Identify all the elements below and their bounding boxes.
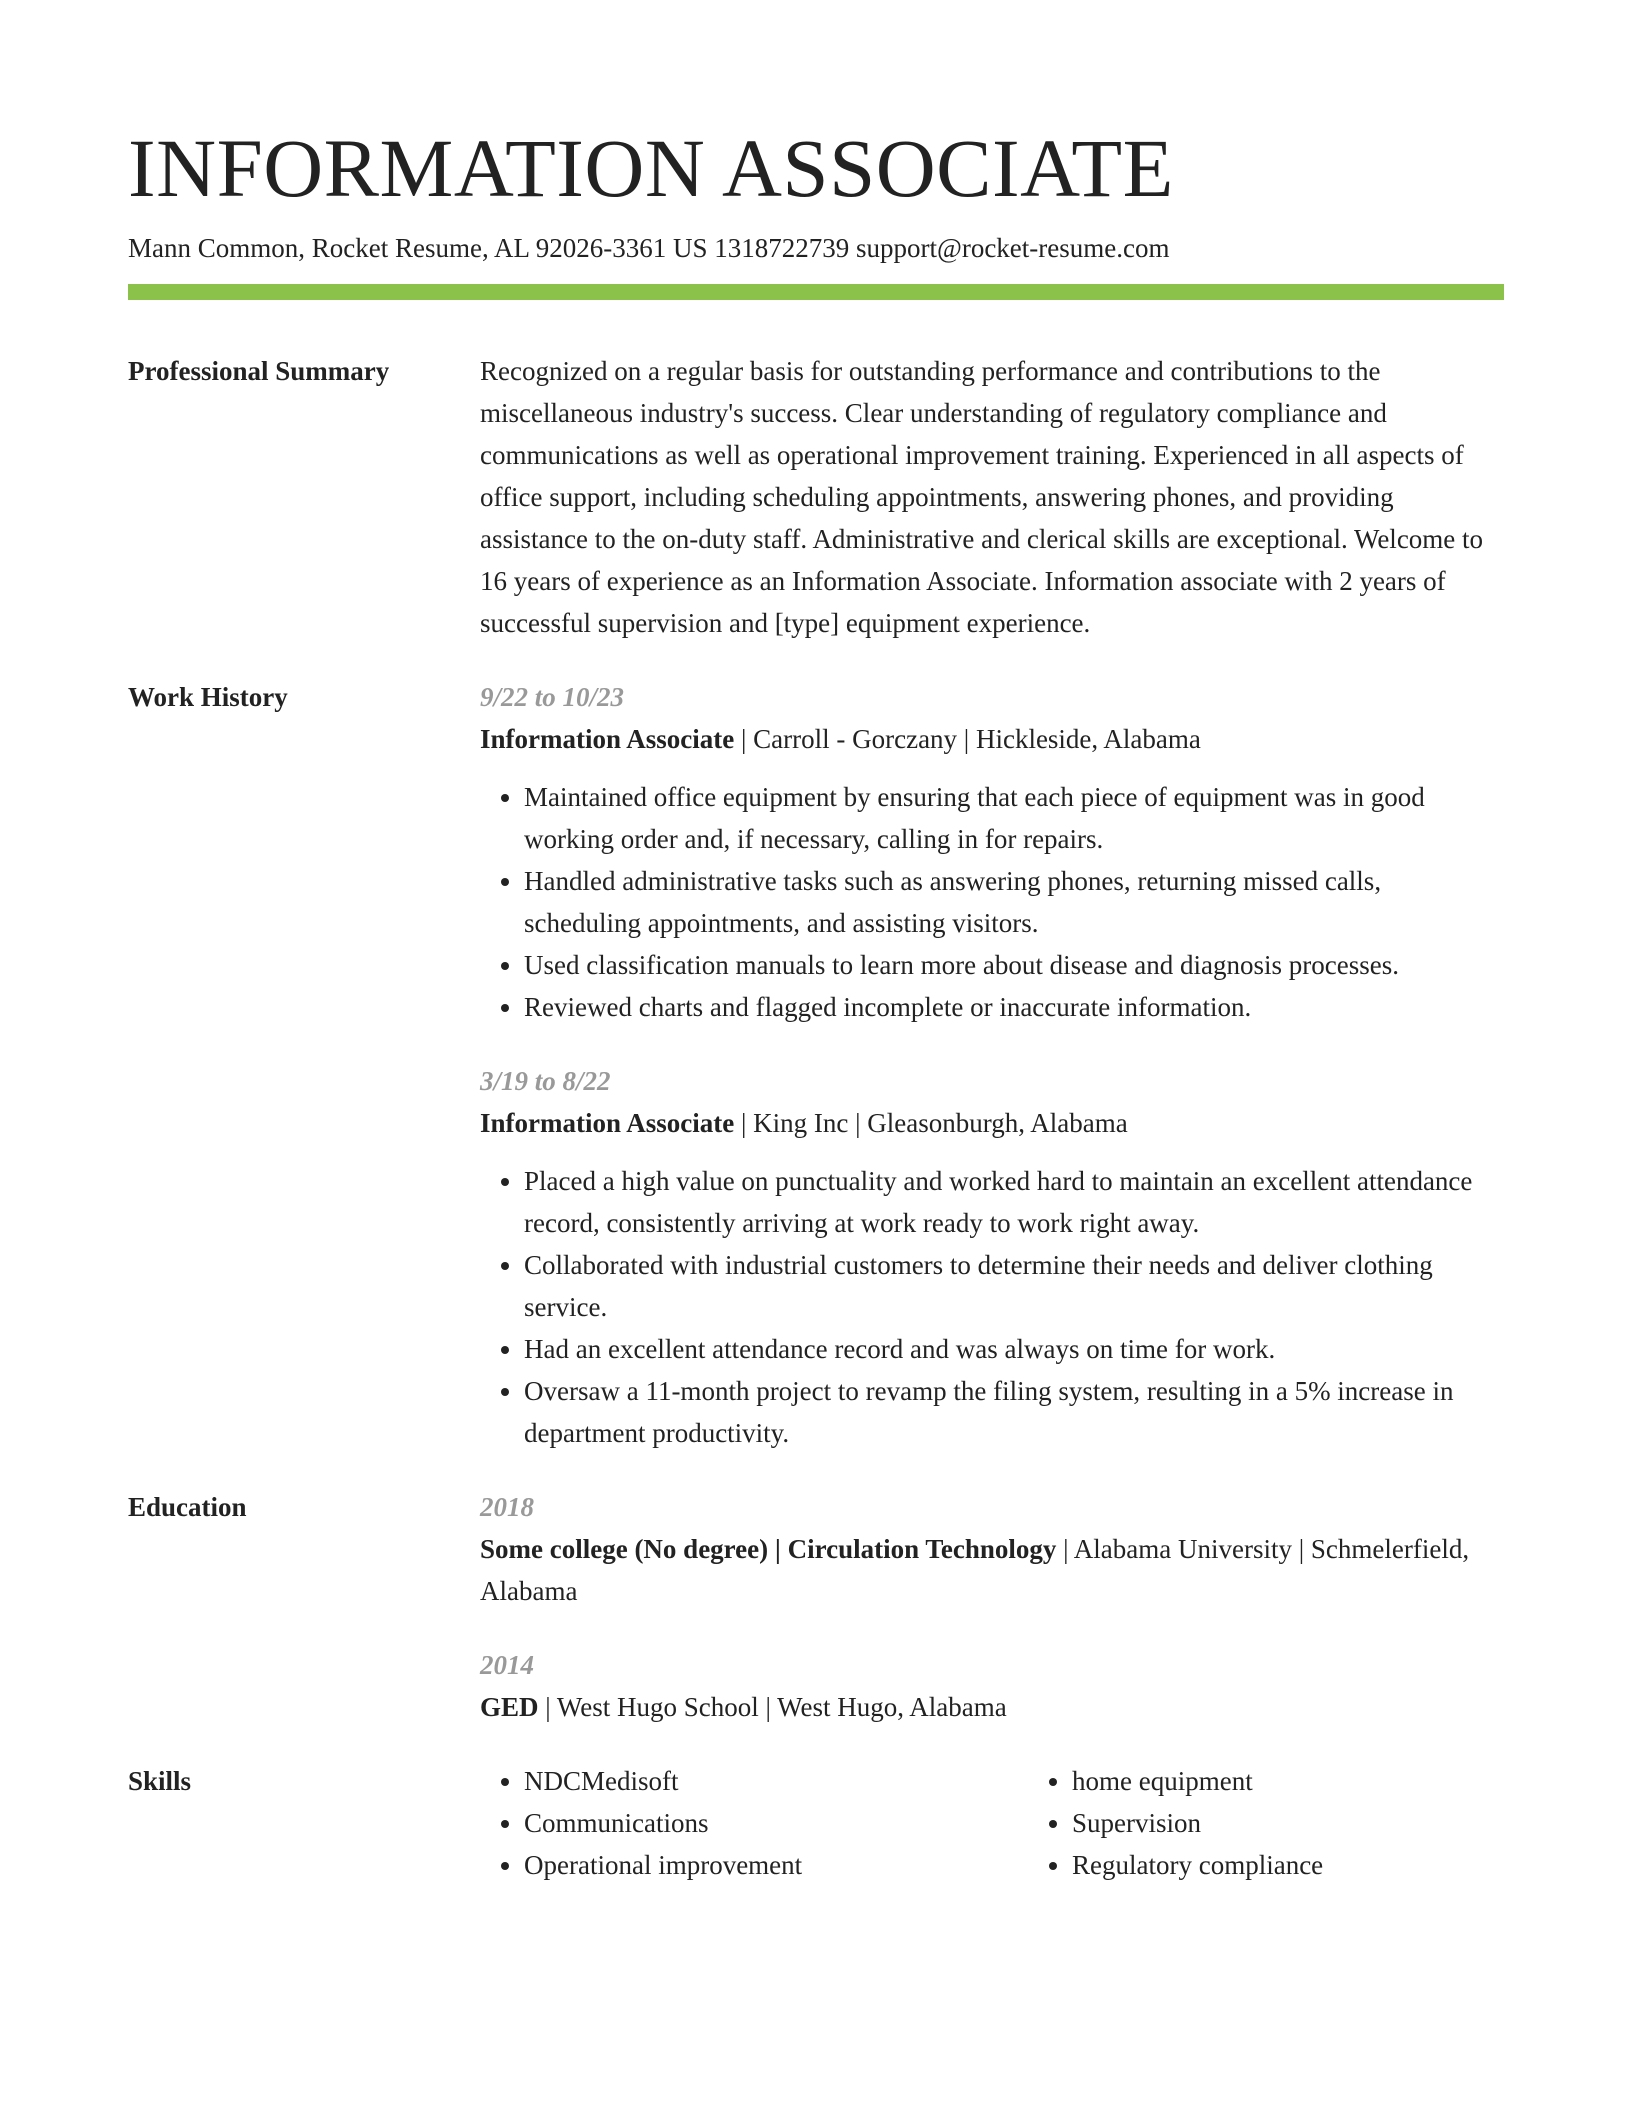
work-history-section bbox=[128, 676, 1504, 1454]
resume-page bbox=[128, 118, 1504, 1886]
education-section bbox=[128, 1486, 1504, 1728]
education-entry-date: 2014 bbox=[480, 1650, 534, 1680]
resume-name: INFORMATION ASSOCIATE bbox=[128, 122, 1174, 214]
section-label-summary: Professional Summary bbox=[128, 356, 390, 386]
work-entry-title: Information Associate bbox=[480, 1108, 735, 1138]
education-entry bbox=[480, 1644, 1504, 1728]
education-body bbox=[480, 1486, 1504, 1728]
section-label-education: Education bbox=[128, 1492, 247, 1522]
list-item: • Handled administrative tasks such as answering phones, returning missed calls, scheduling appointments, and assisting visitors. bbox=[524, 860, 1504, 944]
education-entry-title-line bbox=[480, 1528, 1504, 1612]
skills-body bbox=[480, 1760, 1504, 1886]
skills-section bbox=[128, 1760, 1504, 1886]
skill-item: • Regulatory compliance bbox=[1072, 1844, 1323, 1886]
skills-column-1 bbox=[480, 1760, 1028, 1886]
work-entry-bullets bbox=[480, 1160, 1504, 1454]
skills-grid bbox=[480, 1760, 1504, 1886]
work-entry-title-line bbox=[480, 1102, 1504, 1144]
list-item: • Had an excellent attendance record and was always on time for work. bbox=[524, 1328, 1504, 1370]
education-entry-details: | Alabama University | Schmelerfield, Alabama bbox=[480, 1534, 1470, 1606]
list-item: • Oversaw a 11-month project to revamp the filing system, resulting in a 5% increase in department productivity. bbox=[524, 1370, 1504, 1454]
work-entry-title: Information Associate bbox=[480, 724, 735, 754]
education-entry-title-line bbox=[480, 1686, 1504, 1728]
work-entry-title-line bbox=[480, 718, 1504, 760]
list-item: • Collaborated with industrial customers to determine their needs and deliver clothing service. bbox=[524, 1244, 1504, 1328]
skill-item: • home equipment bbox=[1072, 1760, 1323, 1802]
header-divider bbox=[128, 284, 1504, 300]
section-label-skills: Skills bbox=[128, 1766, 192, 1796]
work-entry-details: | Carroll - Gorczany | Hickleside, Alabama bbox=[734, 724, 1201, 754]
education-entry bbox=[480, 1486, 1504, 1612]
summary-section bbox=[128, 350, 1504, 644]
education-entry-title: Some college (No degree) | Circulation Technology bbox=[480, 1534, 1057, 1564]
summary-text: Recognized on a regular basis for outstanding performance and contributions to the miscellaneous industry's success. Clear understanding of regulatory compliance and communications as well as operational improvement training. Experienced in all aspects of office support, including scheduling appointments, answering phones, and providing assistance to the on-duty staff. Administrative and clerical skills are exceptional. Welcome to 16 years of experience as an Information Associate. Information associate with 2 years of successful supervision and [type] equipment experience. bbox=[480, 356, 1484, 638]
list-item: • Maintained office equipment by ensuring that each piece of equipment was in good working order and, if necessary, calling in for repairs. bbox=[524, 776, 1504, 860]
work-history-body bbox=[480, 676, 1504, 1454]
skill-item: • Supervision bbox=[1072, 1802, 1323, 1844]
section-label-work: Work History bbox=[128, 682, 288, 712]
list-item: • Placed a high value on punctuality and worked hard to maintain an excellent attendance record, consistently arriving at work ready to work right away. bbox=[524, 1160, 1504, 1244]
skills-column-2 bbox=[1028, 1760, 1323, 1886]
work-entry-date: 3/19 to 8/22 bbox=[480, 1066, 611, 1096]
list-item: • Reviewed charts and flagged incomplete or inaccurate information. bbox=[524, 986, 1504, 1028]
skill-item: • Communications bbox=[524, 1802, 1028, 1844]
work-entry bbox=[480, 1060, 1504, 1454]
education-entry-details: | West Hugo School | West Hugo, Alabama bbox=[538, 1692, 1007, 1722]
education-entry-title: GED bbox=[480, 1692, 539, 1722]
work-entry-details: | King Inc | Gleasonburgh, Alabama bbox=[734, 1108, 1128, 1138]
list-item: • Used classification manuals to learn more about disease and diagnosis processes. bbox=[524, 944, 1504, 986]
education-entry-date: 2018 bbox=[480, 1492, 534, 1522]
work-entry bbox=[480, 676, 1504, 1028]
work-entry-date: 9/22 to 10/23 bbox=[480, 682, 625, 712]
contact-line: Mann Common, Rocket Resume, AL 92026-3361 US 1318722739 support@rocket-resume.com bbox=[128, 233, 1170, 263]
skill-item: • Operational improvement bbox=[524, 1844, 1028, 1886]
work-entry-bullets bbox=[480, 776, 1504, 1028]
skill-item: • NDCMedisoft bbox=[524, 1760, 1028, 1802]
